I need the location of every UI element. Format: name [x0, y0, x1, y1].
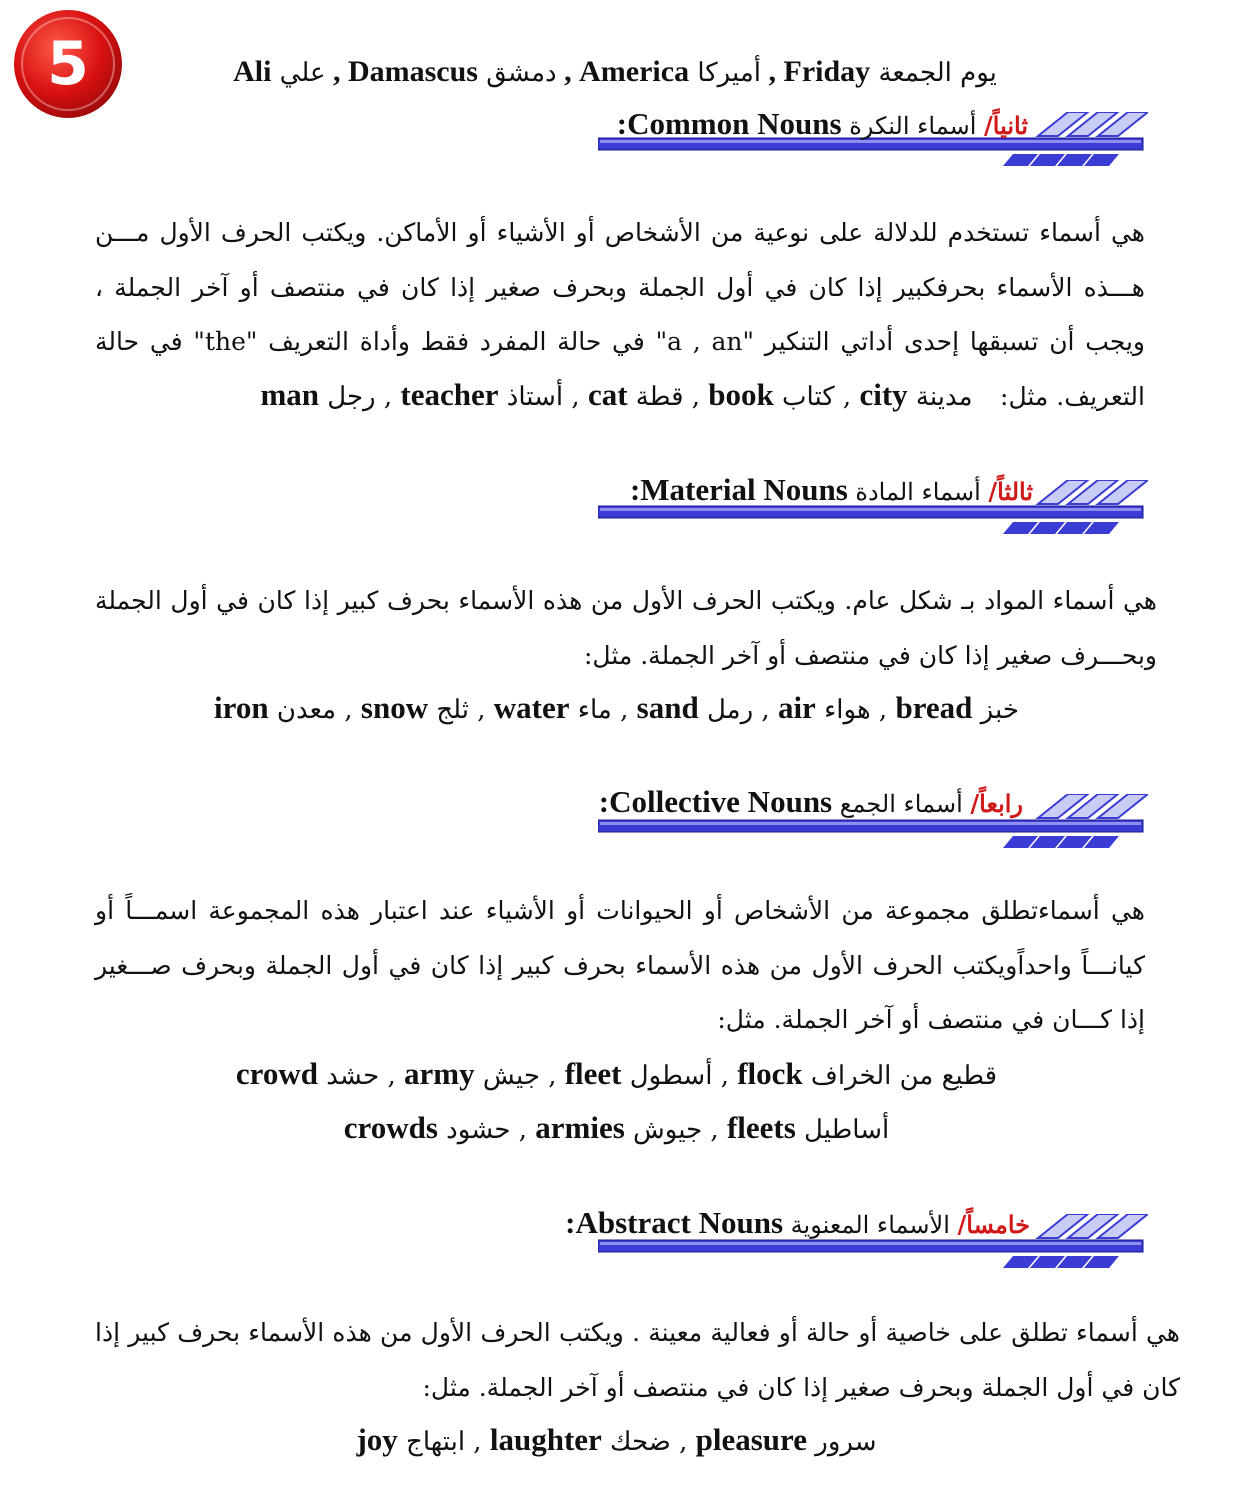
section-title-ar: أسماء النكرة	[849, 112, 977, 140]
proper-noun-examples	[210, 52, 1020, 93]
section-title-ar: أسماء المادة	[855, 478, 981, 506]
page-number-badge	[12, 8, 124, 120]
section-title-material-nouns	[630, 470, 1033, 512]
example-ar: علي	[279, 58, 326, 88]
colon: :	[629, 472, 641, 507]
section-ordinal: ثانیاً/	[984, 111, 1028, 140]
section-title-abstract-nouns	[565, 1203, 1030, 1245]
section-title-en: Abstract Nouns	[575, 1205, 784, 1240]
section-title-common-nouns	[617, 104, 1028, 146]
example-ar: أمیركا	[697, 58, 761, 88]
colon: :	[616, 106, 628, 141]
section-ordinal: خامساً/	[957, 1210, 1030, 1239]
section-paragraph-abstract-nouns: هي أسماء تطلق على خاصیة أو حالة أو فعالیة معینة . ویكتب الحرف الأول من هذه الأسماء بحرف كبیر إذا كان في أول الجملة وبحرف صغیر إذا كان في منتصف أو آخر الجملة. مثل:	[95, 1318, 1180, 1402]
example-ar: يوم الجمعة	[878, 58, 997, 88]
example-ar: دمشق	[486, 58, 557, 88]
example-en: Damascus	[347, 55, 478, 88]
example-en: Ali	[233, 55, 272, 88]
section-title-ar: أسماء الجمع	[839, 790, 963, 818]
section-paragraph-collective-nouns: هي أسماءتطلق مجموعة من الأشخاص أو الحیوانات أو الأشیاء عند اعتبار هذه المجموعة اسمـــاً أو كیانـــاً واحداًویكتب الحرف الأول من هذه الأسماء بحرف كبیر إذا كان في أول الجملة وبحرف صـــغیر إذا كـــان في منتصف أو آخر الجملة. مثل:	[95, 896, 1145, 1034]
colon: :	[565, 1205, 576, 1240]
examples-collective-nouns-singular: قطیع من الخراف flock , أسطول fleet , جیش army , حشد crowd	[235, 1056, 998, 1091]
section-title-collective-nouns	[599, 782, 1023, 824]
section-title-en: Material Nouns	[640, 472, 848, 507]
section-ordinal: رابعاً/	[970, 789, 1023, 818]
separator: ,	[325, 55, 348, 88]
colon: :	[598, 784, 610, 819]
example-en: Friday	[783, 55, 871, 88]
section-title-en: Common Nouns	[627, 106, 842, 141]
examples-abstract-nouns: سرور pleasure , ضحك laughter , ابتهاج joy	[356, 1422, 877, 1457]
separator: ,	[761, 55, 784, 88]
examples-collective-nouns-plural: أساطیل fleets , جیوش armies , حشود crowds	[343, 1110, 890, 1145]
examples-material-nouns: خبز bread , هواء air , رمل sand , ماء water , ثلج snow , معدن iron	[214, 690, 1019, 725]
section-title-en: Collective Nouns	[609, 784, 833, 819]
section-paragraph-common-nouns: هي أسماء تستخدم للدلالة على نوعیة من الأشخاص أو الأشیاء أو الأماكن. ویكتب الحرف الأول مـــن هـــذه الأسماء بحرفكبیر إذا كان في أول الجملة وبحرف صغیر إذا كان في منتصف أو آخر الجملة ، ویجب أن تسبقها إحدى أداتي التنكیر "a , an" في حالة المفرد فقط وأداة التعریف "the" في حالة التعریف. مثل:	[95, 218, 1145, 411]
section-ordinal: ثالثاً/	[988, 477, 1033, 506]
section-paragraph-material-nouns: هي أسماء المواد بـ شكل عام. ویكتب الحرف الأول من هذه الأسماء بحرف كبیر إذا كان في أول الجملة وبحـــرف صغیر إذا كان في منتصف أو آخر الجملة. مثل:	[95, 586, 1157, 670]
section-title-ar: الأسماء المعنویة	[790, 1211, 950, 1239]
examples-common-nouns: مدینة city , كتاب book , قطة cat , أستاذ teacher , رجل man	[260, 377, 973, 412]
example-en: America	[579, 55, 690, 88]
separator: ,	[556, 55, 580, 88]
page-number: 5	[47, 29, 89, 99]
